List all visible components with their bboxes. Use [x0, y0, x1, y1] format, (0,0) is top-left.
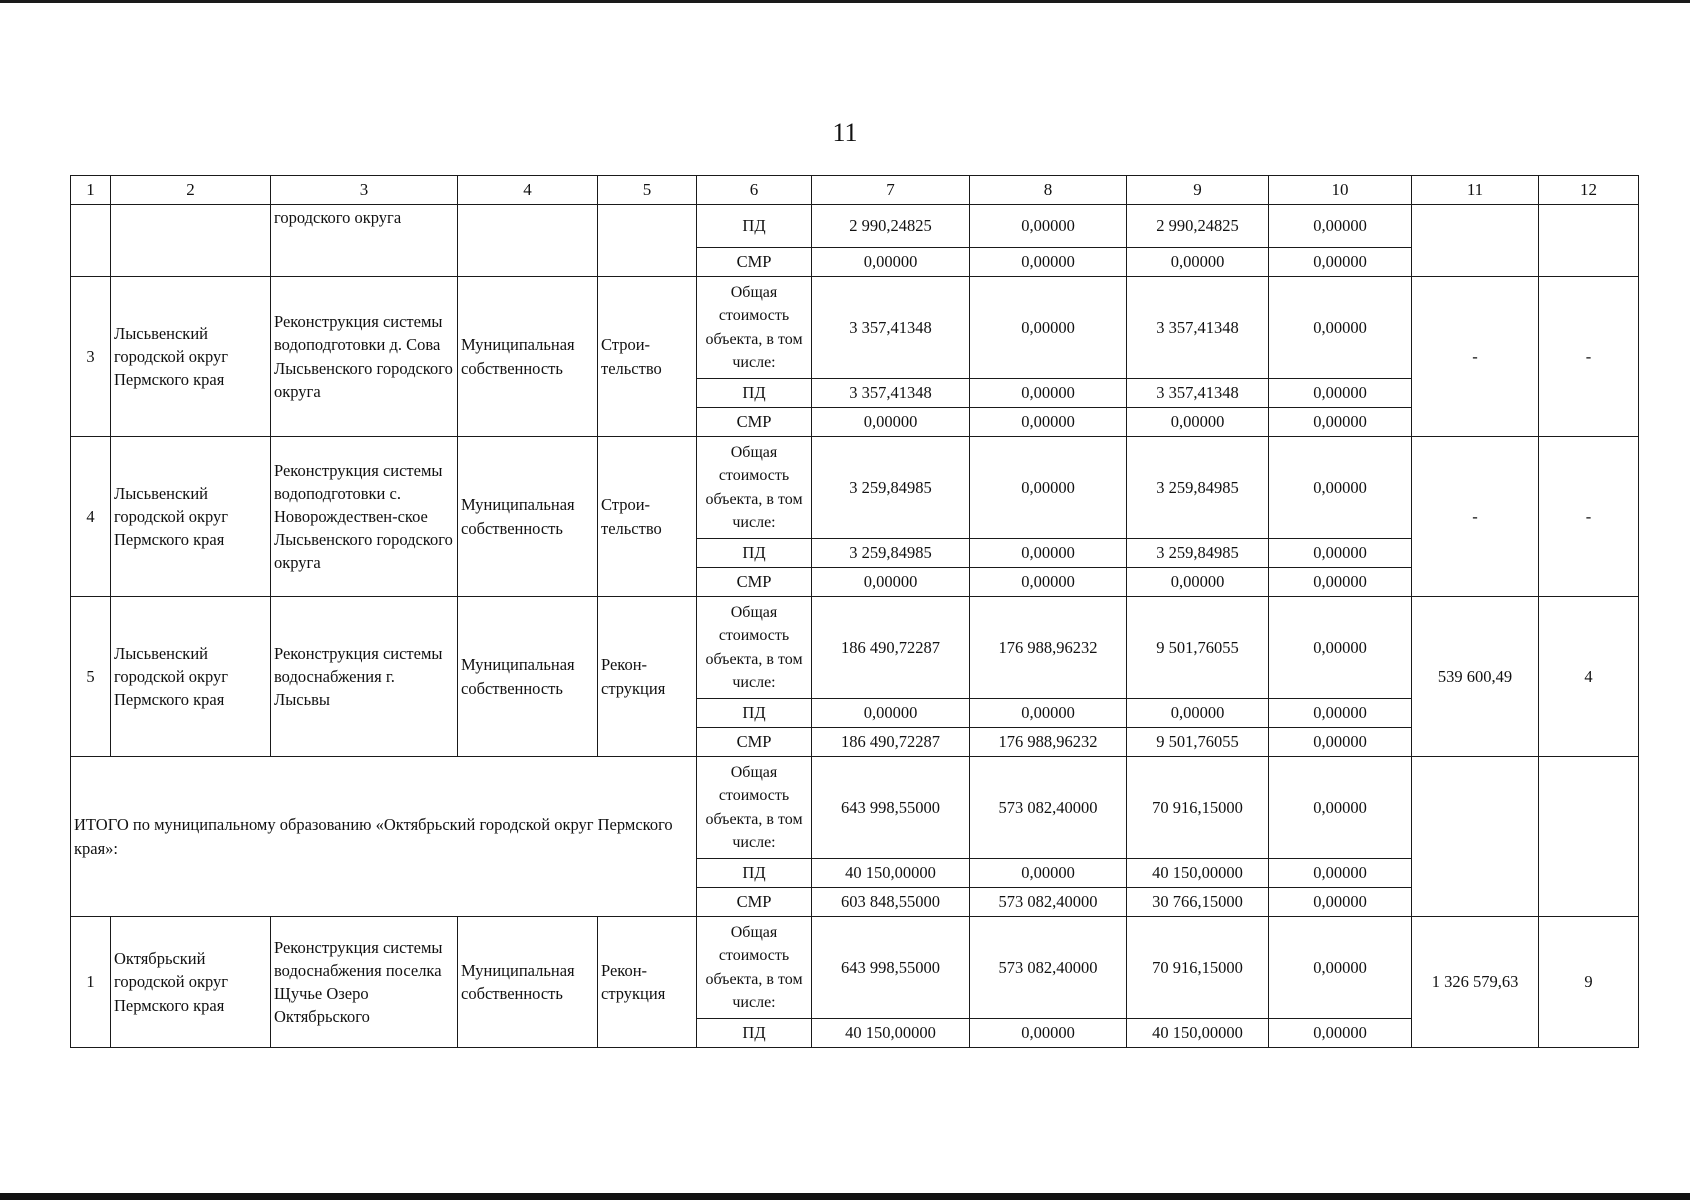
value-cell: 0,00000 [1269, 437, 1412, 539]
row-number: 5 [71, 597, 111, 757]
value-cell: 0,00000 [970, 379, 1127, 408]
col11-cell: 539 600,49 [1412, 597, 1539, 757]
smr-label: СМР [697, 728, 812, 757]
cell [598, 205, 697, 277]
value-cell: 9 501,76055 [1127, 728, 1269, 757]
col-header: 2 [111, 176, 271, 205]
col-header: 9 [1127, 176, 1269, 205]
col-header: 1 [71, 176, 111, 205]
value-cell: 0,00000 [970, 859, 1127, 888]
smr-label: СМР [697, 408, 812, 437]
value-cell: 3 259,84985 [1127, 539, 1269, 568]
col-header: 7 [812, 176, 970, 205]
object-cell: Реконструкция системы водоснабжения поселка Щучье Озеро Октябрьского [271, 917, 458, 1048]
col11-cell: - [1412, 277, 1539, 437]
value-cell: 3 259,84985 [812, 539, 970, 568]
work-type-cell: Рекон-струкция [598, 597, 697, 757]
value-cell: 3 357,41348 [1127, 379, 1269, 408]
work-type-cell: Рекон-струкция [598, 917, 697, 1048]
value-cell: 0,00000 [1127, 699, 1269, 728]
value-cell: 0,00000 [970, 277, 1127, 379]
value-cell: 0,00000 [970, 1019, 1127, 1048]
value-cell: 176 988,96232 [970, 597, 1127, 699]
value-cell: 40 150,00000 [812, 859, 970, 888]
value-cell: 0,00000 [1269, 1019, 1412, 1048]
col-header: 6 [697, 176, 812, 205]
col-header: 5 [598, 176, 697, 205]
value-cell: 0,00000 [1269, 699, 1412, 728]
district-cell: Лысьвенский городской округ Пермского края [111, 597, 271, 757]
pd-label: ПД [697, 205, 812, 248]
col11-cell: - [1412, 437, 1539, 597]
pd-label: ПД [697, 699, 812, 728]
district-cell: Октябрьский городской округ Пермского края [111, 917, 271, 1048]
smr-label: СМР [697, 568, 812, 597]
value-cell: 0,00000 [1269, 539, 1412, 568]
pd-label: ПД [697, 379, 812, 408]
total-cost-label: Общая стоимость объекта, в том числе: [697, 917, 812, 1019]
row-number: 4 [71, 437, 111, 597]
value-cell: 573 082,40000 [970, 888, 1127, 917]
value-cell: 176 988,96232 [970, 728, 1127, 757]
value-cell: 3 259,84985 [1127, 437, 1269, 539]
value-cell: 3 357,41348 [812, 379, 970, 408]
object-cell: Реконструкция системы водоподготовки д. Сова Лысьвенского городского округа [271, 277, 458, 437]
value-cell: 0,00000 [1127, 408, 1269, 437]
object-cell: Реконструкция системы водоснабжения г. Лысьвы [271, 597, 458, 757]
page-number: 11 [832, 118, 858, 147]
table-row [71, 917, 1639, 1019]
value-cell: 3 357,41348 [812, 277, 970, 379]
ownership-cell: Муниципальная собственность [458, 277, 598, 437]
pd-label: ПД [697, 539, 812, 568]
value-cell: 9 501,76055 [1127, 597, 1269, 699]
total-cost-label: Общая стоимость объекта, в том числе: [697, 597, 812, 699]
value-cell: 0,00000 [1269, 277, 1412, 379]
value-cell: 0,00000 [1269, 597, 1412, 699]
value-cell: 40 150,00000 [812, 1019, 970, 1048]
value-cell: 0,00000 [970, 205, 1127, 248]
total-cost-label: Общая стоимость объекта, в том числе: [697, 757, 812, 859]
smr-label: СМР [697, 248, 812, 277]
value-cell: 0,00000 [970, 539, 1127, 568]
pd-label: ПД [697, 1019, 812, 1048]
objects-table [70, 175, 1639, 1048]
value-cell: 40 150,00000 [1127, 1019, 1269, 1048]
work-type-cell: Строи-тельство [598, 277, 697, 437]
value-cell: 30 766,15000 [1127, 888, 1269, 917]
cell [458, 205, 598, 277]
cell [111, 205, 271, 277]
value-cell: 3 259,84985 [812, 437, 970, 539]
table-row [71, 437, 1639, 539]
value-cell: 0,00000 [970, 568, 1127, 597]
value-cell: 186 490,72287 [812, 597, 970, 699]
ownership-cell: Муниципальная собственность [458, 917, 598, 1048]
table-row [71, 205, 1639, 248]
value-cell: 70 916,15000 [1127, 757, 1269, 859]
value-cell: 573 082,40000 [970, 757, 1127, 859]
col-header: 3 [271, 176, 458, 205]
object-cell: городского округа [271, 205, 458, 277]
value-cell: 0,00000 [1269, 248, 1412, 277]
col-header: 11 [1412, 176, 1539, 205]
total-cost-label: Общая стоимость объекта, в том числе: [697, 437, 812, 539]
row-number: 1 [71, 917, 111, 1048]
smr-label: СМР [697, 888, 812, 917]
value-cell: 3 357,41348 [1127, 277, 1269, 379]
value-cell: 0,00000 [970, 437, 1127, 539]
district-cell: Лысьвенский городской округ Пермского края [111, 277, 271, 437]
total-label: ИТОГО по муниципальному образованию «Октябрьский городской округ Пермского края»: [71, 757, 697, 917]
value-cell: 0,00000 [812, 699, 970, 728]
value-cell: 0,00000 [1269, 379, 1412, 408]
work-type-cell: Строи-тельство [598, 437, 697, 597]
cell [1539, 205, 1639, 277]
col-header: 8 [970, 176, 1127, 205]
value-cell: 0,00000 [1269, 728, 1412, 757]
value-cell: 40 150,00000 [1127, 859, 1269, 888]
value-cell: 0,00000 [1269, 568, 1412, 597]
col11-cell: 1 326 579,63 [1412, 917, 1539, 1048]
col-header: 4 [458, 176, 598, 205]
value-cell: 70 916,15000 [1127, 917, 1269, 1019]
cell [1539, 757, 1639, 917]
ownership-cell: Муниципальная собственность [458, 597, 598, 757]
col12-cell: 9 [1539, 917, 1639, 1048]
table-row [71, 277, 1639, 379]
col12-cell: - [1539, 277, 1639, 437]
pd-label: ПД [697, 859, 812, 888]
col-header: 10 [1269, 176, 1412, 205]
value-cell: 0,00000 [970, 408, 1127, 437]
value-cell: 2 990,24825 [812, 205, 970, 248]
cell [71, 205, 111, 277]
ownership-cell: Муниципальная собственность [458, 437, 598, 597]
value-cell: 0,00000 [1269, 408, 1412, 437]
scan-edge-bottom [0, 1193, 1690, 1200]
column-number-row [71, 176, 1639, 205]
district-cell: Лысьвенский городской округ Пермского края [111, 437, 271, 597]
scan-edge-top [0, 0, 1690, 3]
value-cell: 0,00000 [970, 248, 1127, 277]
value-cell: 643 998,55000 [812, 757, 970, 859]
value-cell: 0,00000 [1269, 917, 1412, 1019]
value-cell: 2 990,24825 [1127, 205, 1269, 248]
value-cell: 0,00000 [970, 699, 1127, 728]
value-cell: 0,00000 [1127, 248, 1269, 277]
value-cell: 643 998,55000 [812, 917, 970, 1019]
value-cell: 0,00000 [1269, 205, 1412, 248]
value-cell: 573 082,40000 [970, 917, 1127, 1019]
row-number: 3 [71, 277, 111, 437]
col12-cell: - [1539, 437, 1639, 597]
value-cell: 0,00000 [1269, 888, 1412, 917]
value-cell: 0,00000 [1127, 568, 1269, 597]
value-cell: 0,00000 [812, 248, 970, 277]
value-cell: 603 848,55000 [812, 888, 970, 917]
value-cell: 0,00000 [1269, 757, 1412, 859]
col12-cell: 4 [1539, 597, 1639, 757]
value-cell: 0,00000 [812, 408, 970, 437]
col-header: 12 [1539, 176, 1639, 205]
total-row [71, 757, 1639, 859]
cell [1412, 205, 1539, 277]
cell [1412, 757, 1539, 917]
table-row [71, 597, 1639, 699]
object-cell: Реконструкция системы водоподготовки с. Новорождествен-ское Лысьвенского городского округа [271, 437, 458, 597]
total-cost-label: Общая стоимость объекта, в том числе: [697, 277, 812, 379]
value-cell: 0,00000 [812, 568, 970, 597]
value-cell: 0,00000 [1269, 859, 1412, 888]
value-cell: 186 490,72287 [812, 728, 970, 757]
